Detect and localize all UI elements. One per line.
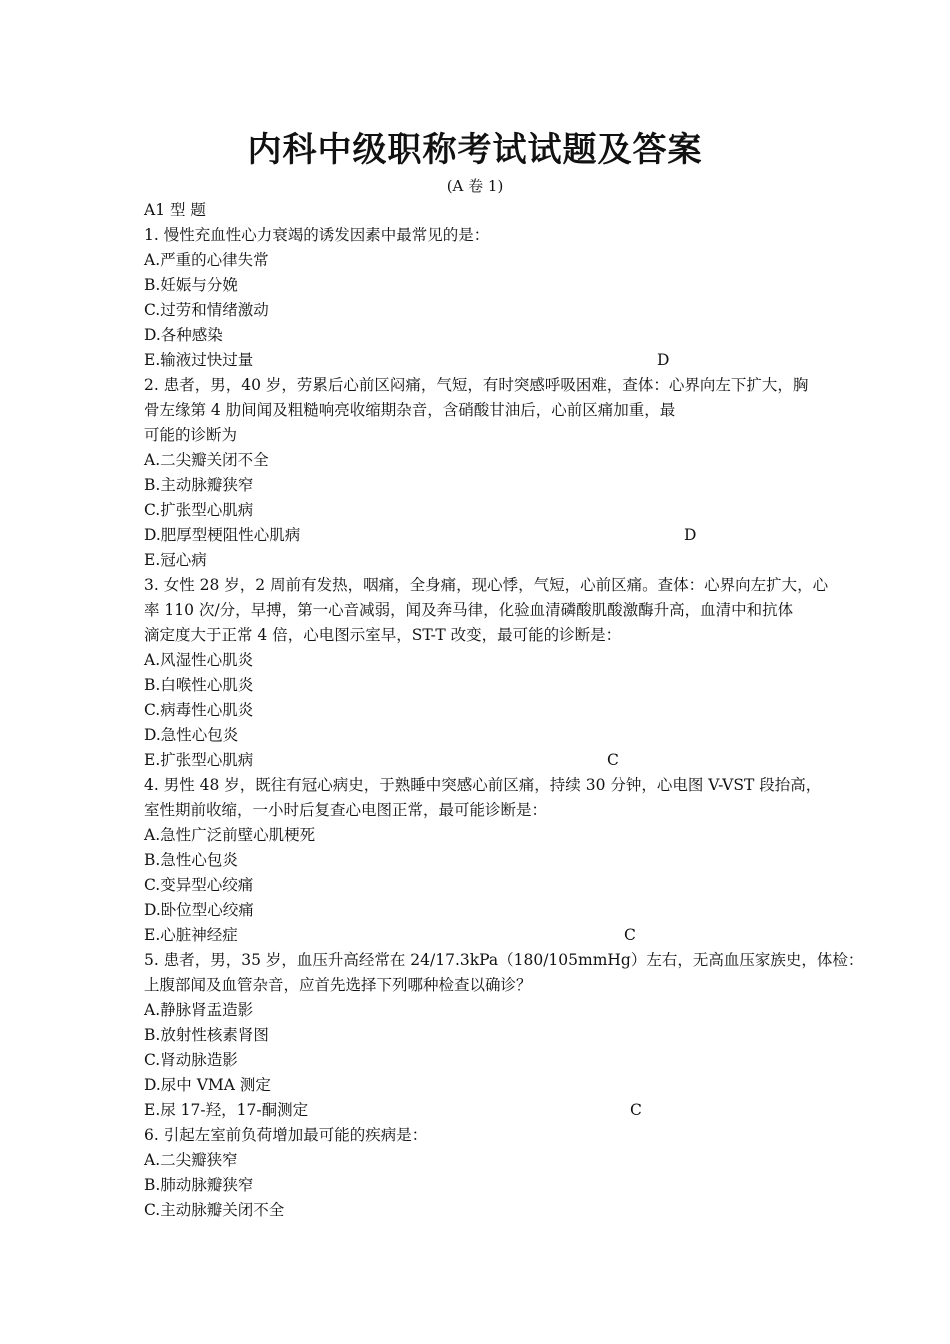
answer-key: C	[607, 751, 619, 769]
option-e: E.尿 17-羟，17-酮测定	[144, 1101, 309, 1119]
option-b: B.主动脉瓣狭窄	[144, 476, 254, 494]
option-b: B.白喉性心肌炎	[144, 676, 254, 694]
option-c: C.过劳和情绪激动	[144, 301, 269, 319]
option-row	[144, 523, 816, 548]
option-row	[144, 923, 816, 948]
option-c: C.扩张型心肌病	[144, 501, 254, 519]
option-row	[144, 748, 816, 773]
answer-key: C	[624, 926, 636, 944]
question-stem-line: 骨左缘第 4 肋间闻及粗糙响亮收缩期杂音，含硝酸甘油后，心前区痛加重，最	[144, 401, 676, 419]
question-stem-line: 上腹部闻及血管杂音，应首先选择下列哪种检查以确诊？	[144, 976, 532, 994]
option-d: D.卧位型心绞痛	[144, 901, 254, 919]
option-a: A.严重的心律失常	[144, 251, 269, 269]
question-stem-line: 4. 男性 48 岁，既往有冠心病史，于熟睡中突感心前区痛，持续 30 分钟，心电图 V-VST 段抬高，	[144, 776, 822, 794]
option-d: D.急性心包炎	[144, 726, 239, 744]
document-subtitle: (A 卷 1)	[446, 177, 504, 195]
question-stem-line: 滴定度大于正常 4 倍，心电图示室早，ST-T 改变，最可能的诊断是：	[144, 626, 622, 644]
question-stem-line: 3. 女性 28 岁，2 周前有发热，咽痛，全身痛，现心悸，气短，心前区痛。查体：心界向左扩大，心	[144, 576, 829, 594]
option-e: E.扩张型心肌病	[144, 751, 254, 769]
option-d: D.尿中 VMA 测定	[144, 1076, 271, 1094]
question-stem: 6. 引起左室前负荷增加最可能的疾病是：	[144, 1126, 428, 1144]
option-b: B.肺动脉瓣狭窄	[144, 1176, 254, 1194]
option-row	[144, 348, 816, 373]
option-a: A.二尖瓣狭窄	[144, 1151, 238, 1169]
option-c: C.变异型心绞痛	[144, 876, 254, 894]
option-a: A.风湿性心肌炎	[144, 651, 254, 669]
option-row	[144, 1098, 816, 1123]
option-d: D.各种感染	[144, 326, 223, 344]
question-stem-line: 可能的诊断为	[144, 426, 238, 444]
option-c: C.主动脉瓣关闭不全	[144, 1201, 285, 1219]
option-c: C.病毒性心肌炎	[144, 701, 254, 719]
answer-key: C	[630, 1101, 642, 1119]
option-e: E.冠心病	[144, 551, 207, 569]
question-list	[144, 198, 864, 1223]
question-stem-line: 室性期前收缩，一小时后复查心电图正常，最可能诊断是：	[144, 801, 548, 819]
question-stem: 1. 慢性充血性心力衰竭的诱发因素中最常见的是：	[144, 226, 490, 244]
option-b: B.放射性核素肾图	[144, 1026, 269, 1044]
question-stem-line: 率 110 次/分，早搏，第一心音减弱，闻及奔马律，化验血清磷酸肌酸激酶升高，血清中和抗体	[144, 601, 794, 619]
option-e: E.输液过快过量	[144, 351, 254, 369]
answer-key: D	[657, 351, 670, 369]
option-c: C.肾动脉造影	[144, 1051, 238, 1069]
option-d: D.肥厚型梗阻性心肌病	[144, 526, 301, 544]
document-title: 内科中级职称考试试题及答案	[247, 130, 703, 170]
question-stem-line: 2. 患者，男，40 岁，劳累后心前区闷痛，气短，有时突感呼吸困难，查体：心界向左下扩大，胸	[144, 376, 809, 394]
answer-key: D	[684, 526, 697, 544]
option-b: B.急性心包炎	[144, 851, 238, 869]
question-stem-line: 5. 患者，男，35 岁，血压升高经常在 24/17.3kPa（180/105mmHg）左右，无高血压家族史，体检：	[144, 951, 864, 969]
section-heading: A1 型 题	[144, 201, 206, 219]
option-b: B.妊娠与分娩	[144, 276, 238, 294]
option-a: A.静脉肾盂造影	[144, 1001, 254, 1019]
option-e: E.心脏神经症	[144, 926, 238, 944]
option-a: A.二尖瓣关闭不全	[144, 451, 269, 469]
option-a: A.急性广泛前壁心肌梗死	[144, 826, 316, 844]
